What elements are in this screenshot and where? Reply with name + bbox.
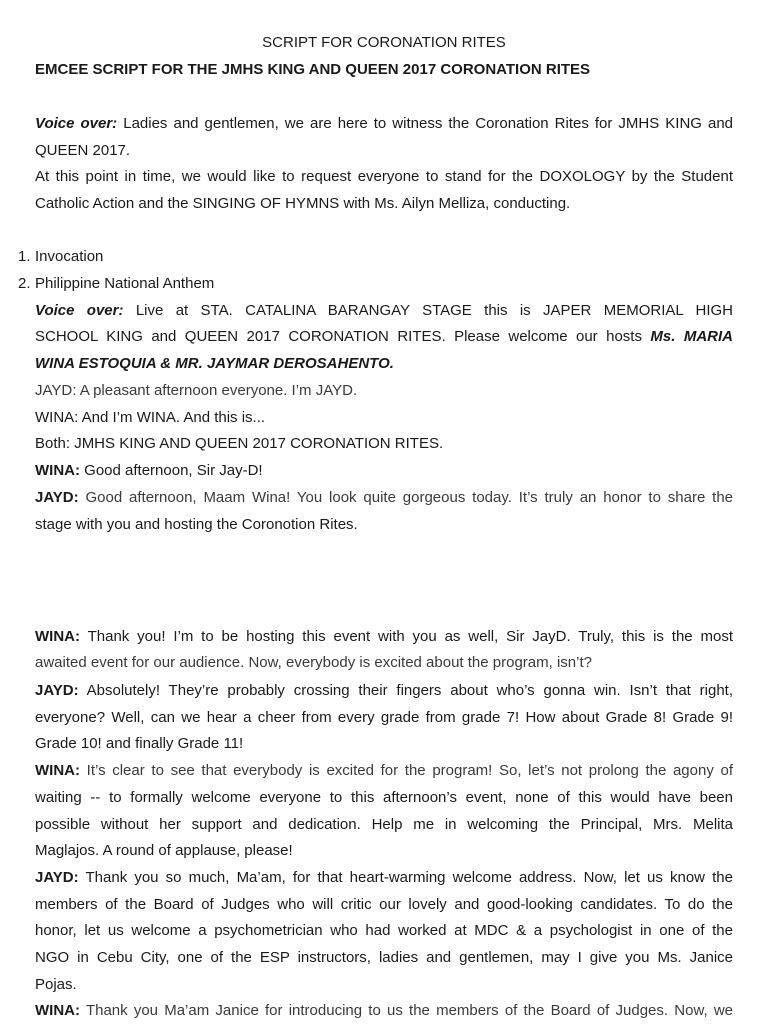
dialogue-line [35, 627, 733, 647]
list-item-invocation: Invocation [35, 248, 104, 265]
speaker-label: JAYD: [35, 489, 79, 506]
dialogue-text: Good afternoon, Sir Jay-D! [84, 462, 263, 479]
dialogue-text: Thank you! I’m to be hosting this event with you as well, Sir JayD. Truly, this is the most [87, 628, 733, 645]
voice-over-2-line-2 [35, 327, 733, 347]
dialogue-text: Thank you Ma’am Janice for introducing to us the members of the Board of Judges. Now, we [85, 1002, 733, 1019]
dialogue-text: Absolutely! They’re probably crossing their fingers about who’s gonna win. Isn’t that right, [86, 682, 734, 699]
speaker-label: WINA: [35, 628, 80, 645]
dialogue-line: Both: JMHS KING AND QUEEN 2017 CORONATION RITES. [35, 435, 444, 452]
speaker-label: Voice over: [35, 115, 118, 132]
dialogue-line: everyone? Well, can we hear a cheer from every grade from grade 7! How about Grade 8! Grade 9! [35, 709, 733, 726]
dialogue-line [35, 868, 733, 888]
document-heading: EMCEE SCRIPT FOR THE JMHS KING AND QUEEN 2017 CORONATION RITES [35, 61, 591, 78]
speaker-label: WINA: [35, 762, 80, 779]
dialogue-line: awaited event for our audience. Now, everybody is excited about the program, isn’t? [35, 654, 592, 671]
dialogue-line: WINA: And I’m WINA. And this is... [35, 409, 266, 426]
dialogue-text: Thank you so much, Ma’am, for that heart-warming welcome address. Now, let us know the [85, 869, 733, 886]
voice-over-text: SCHOOL KING and QUEEN 2017 CORONATION RITES. Please welcome our hosts [35, 328, 651, 345]
paragraph-2-line-2: Catholic Action and the SINGING OF HYMNS with Ms. Ailyn Melliza, conducting. [35, 195, 571, 212]
dialogue-text: It’s clear to see that everybody is excited for the program! So, let’s not prolong the agony of [86, 762, 733, 779]
list-number: 2. [18, 275, 31, 292]
voice-over-1-line-1 [35, 114, 733, 134]
dialogue-line: possible without her support and dedication. Help me in welcoming the Principal, Mrs. Melita [35, 816, 733, 833]
dialogue-line: Pojas. [35, 976, 77, 993]
document-title: SCRIPT FOR CORONATION RITES [262, 34, 506, 51]
list-item-national-anthem: Philippine National Anthem [35, 275, 215, 292]
dialogue-text: Good afternoon, Maam Wina! You look quite gorgeous today. It’s truly an honor to share the [85, 489, 734, 506]
host-name: Ms. MARIA [650, 328, 733, 345]
dialogue-line [35, 1001, 733, 1021]
dialogue-line: Grade 10! and finally Grade 11! [35, 735, 244, 752]
speaker-label: JAYD: [35, 682, 79, 699]
voice-over-text: Live at STA. CATALINA BARANGAY STAGE this is JAPER MEMORIAL HIGH [135, 302, 734, 319]
dialogue-line [35, 461, 733, 481]
list-number: 1. [18, 248, 31, 265]
dialogue-line: JAYD: A pleasant afternoon everyone. I’m JAYD. [35, 382, 358, 399]
speaker-label: WINA: [35, 1002, 80, 1019]
paragraph-2-line-1: At this point in time, we would like to request everyone to stand for the DOXOLOGY by the Student [35, 168, 733, 185]
dialogue-line: stage with you and hosting the Coronotion Rites. [35, 516, 358, 533]
dialogue-line: NGO in Cebu City, one of the ESP instructors, ladies and gentlemen, may I give you Ms. Janice [35, 949, 733, 966]
dialogue-line [35, 681, 733, 701]
dialogue-line: honor, let us welcome a psychometrician who had worked at MDC & a psychologist in one of the [35, 922, 733, 939]
dialogue-line: members of the Board of Judges who will critic our lovely and good-looking candidates. To do the [35, 896, 733, 913]
dialogue-line [35, 488, 733, 508]
voice-over-2-line-1 [35, 301, 733, 321]
voice-over-2-line-3: WINA ESTOQUIA & MR. JAYMAR DEROSAHENTO. [35, 355, 394, 372]
dialogue-line [35, 761, 733, 781]
speaker-label: WINA: [35, 462, 80, 479]
voice-over-1-line-2: QUEEN 2017. [35, 142, 131, 159]
dialogue-line: waiting -- to formally welcome everyone to this afternoon’s event, none of this would have been [35, 789, 733, 806]
speaker-label: JAYD: [35, 869, 79, 886]
speaker-label: Voice over: [35, 302, 124, 319]
dialogue-line: Maglajos. A round of applause, please! [35, 842, 293, 859]
voice-over-text: Ladies and gentlemen, we are here to witness the Coronation Rites for JMHS KING and [123, 115, 734, 132]
